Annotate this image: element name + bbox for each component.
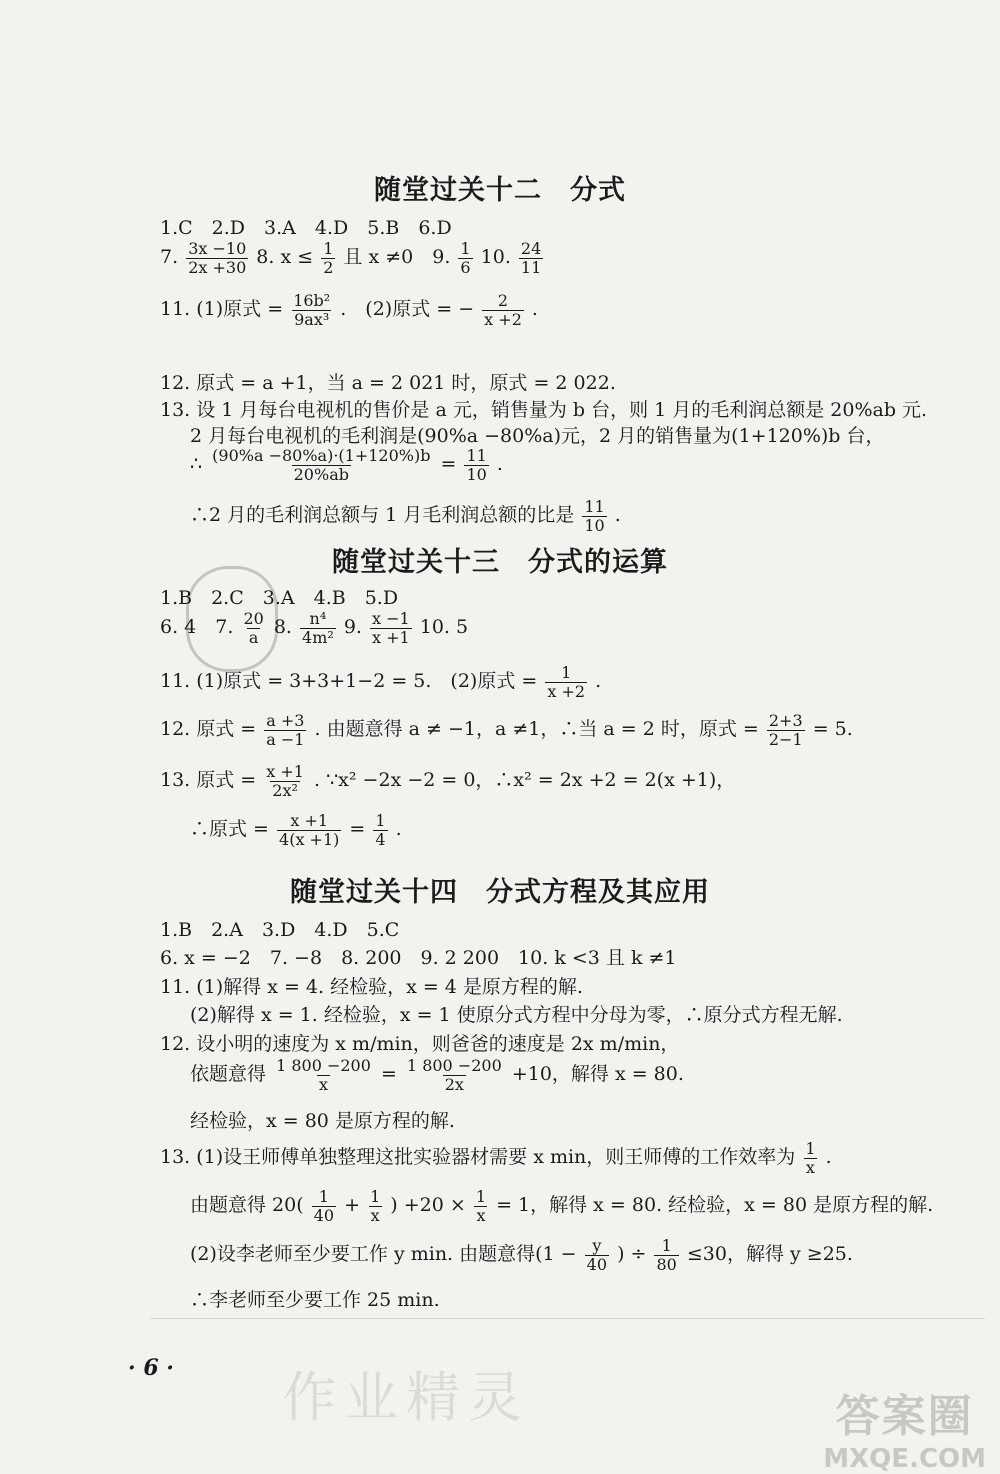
s12-line-4: 12. 原式 = a +1，当 a = 2 021 时，原式 = 2 022.	[160, 372, 616, 394]
s12-l2-text-d: 10.	[480, 246, 511, 269]
s12-l8-text-b: .	[614, 504, 621, 527]
denominator: 10	[466, 464, 487, 484]
numerator: 24	[520, 239, 542, 258]
fraction	[585, 1237, 609, 1273]
denominator: 4m²	[302, 627, 334, 647]
section-13-title: 随堂过关十三 分式的运算	[332, 547, 668, 578]
denominator: x	[318, 1074, 328, 1094]
s12-line-3	[160, 292, 538, 328]
section-12-title: 随堂过关十二 分式	[374, 175, 626, 206]
s12-l3-text-c: .	[531, 298, 538, 321]
s13-l5-text-a: 13. 原式 =	[160, 769, 257, 792]
fraction	[405, 1057, 504, 1093]
s12-line-7	[190, 447, 503, 483]
denominator: 40	[313, 1205, 335, 1225]
fraction	[277, 812, 341, 848]
denominator: 2	[323, 257, 334, 277]
s13-l6-text-a: ∴原式 =	[190, 818, 269, 841]
numerator: 1	[318, 1187, 329, 1206]
denominator: 9ax³	[294, 309, 330, 329]
s13-l3-text-b: .	[595, 670, 602, 693]
s14-line-4: (2)解得 x = 1. 经检验，x = 1 使原分式方程中分母为零，∴原分式方程无解.	[190, 1004, 843, 1026]
denominator: a	[248, 627, 259, 647]
numerator: 2+3	[768, 711, 803, 730]
denominator: x +2	[547, 681, 586, 701]
fraction	[186, 240, 248, 276]
logo-text: 答案圈	[835, 1391, 974, 1442]
denominator: 40	[586, 1254, 608, 1274]
numerator: 1	[323, 239, 334, 258]
s13-l2-text-a: 6. 4 7.	[160, 616, 234, 639]
numerator: 1	[370, 1187, 381, 1206]
s13-line-6	[190, 812, 402, 848]
s14-line-2: 6. x = −2 7. −8 8. 200 9. 2 200 10. k <3 且 k ≠1	[160, 947, 677, 969]
numerator: 1	[561, 663, 572, 682]
numerator: 11	[584, 497, 605, 516]
s12-l2-text-c: 且 x ≠0 9.	[343, 246, 451, 269]
s14-l10-text-c: ≤30，解得 y ≥25.	[686, 1243, 853, 1266]
denominator: 4(x +1)	[279, 829, 340, 849]
denominator: 2x +30	[188, 257, 247, 277]
s13-l3-text-a: 11. (1)原式 = 3+3+1−2 = 5. (2)原式 =	[160, 670, 538, 693]
watermark: 作业精灵	[282, 1366, 530, 1429]
denominator: 80	[656, 1254, 677, 1274]
s12-line-1: 1.C 2.D 3.A 4.D 5.B 6.D	[160, 217, 452, 239]
section-14-title: 随堂过关十四 分式方程及其应用	[290, 877, 710, 908]
s12-l3-text-b: . (2)原式 = −	[340, 298, 475, 321]
numerator: 1	[375, 811, 386, 830]
logo-url: MXQE.COM	[823, 1444, 986, 1474]
s13-line-4	[160, 712, 853, 748]
denominator: x	[805, 1157, 815, 1177]
s14-line-8	[160, 1140, 832, 1176]
s14-line-11: ∴李老师至少要工作 25 min.	[190, 1289, 440, 1311]
fraction	[458, 240, 472, 276]
s14-l8-text-a: 13. (1)设王师傅单独整理这批实验器材需要 x min，则王师傅的工作效率为	[160, 1146, 796, 1169]
denominator: 4	[375, 829, 386, 849]
numerator: 2	[497, 291, 509, 310]
fraction	[373, 812, 387, 848]
fraction	[264, 763, 306, 799]
s12-l2-text-a: 7.	[160, 246, 179, 269]
s13-l6-text-b: =	[349, 818, 366, 841]
s14-l9-text-c: ) +20 ×	[390, 1194, 466, 1217]
denominator: x +2	[484, 309, 522, 329]
numerator: x +1	[266, 762, 304, 781]
numerator: 20	[243, 609, 264, 628]
numerator: 1 800 −200	[406, 1056, 502, 1075]
fraction	[545, 664, 587, 700]
numerator: n⁴	[309, 609, 327, 628]
numerator: 1	[805, 1139, 816, 1158]
fraction	[274, 1057, 373, 1093]
s12-line-2	[160, 240, 545, 276]
s12-line-5: 13. 设 1 月每台电视机的售价是 a 元，销售量为 b 台，则 1 月的毛利润总额是 20%ab 元.	[160, 399, 928, 421]
fraction	[210, 447, 432, 483]
numerator: 1 800 −200	[276, 1056, 371, 1075]
s14-line-6	[190, 1057, 684, 1093]
s13-line-1: 1.B 2.C 3.A 4.B 5.D	[160, 587, 399, 609]
s13-line-5	[160, 763, 735, 799]
fraction	[803, 1140, 817, 1176]
s14-line-1: 1.B 2.A 3.D 4.D 5.C	[160, 919, 400, 941]
s12-l2-text-b: 8. x ≤	[256, 246, 314, 269]
denominator: 11	[520, 257, 542, 277]
s12-l7-text-b: =	[440, 453, 457, 476]
numerator: 11	[466, 446, 487, 465]
s14-l9-text-d: = 1，解得 x = 80. 经检验，x = 80 是原方程的解.	[496, 1194, 934, 1217]
fraction	[370, 610, 412, 646]
s13-l2-text-c: 9.	[343, 616, 362, 639]
fraction	[654, 1237, 678, 1273]
numerator: 1	[460, 239, 471, 258]
s13-l4-text-b: . 由题意得 a ≠ −1，a ≠1，∴当 a = 2 时，原式 =	[314, 718, 759, 741]
numerator: 1	[475, 1187, 487, 1206]
s13-l4-text-a: 12. 原式 =	[160, 718, 257, 741]
site-logo	[823, 1380, 986, 1474]
denominator: x +1	[372, 627, 410, 647]
s12-l7-text-c: .	[496, 453, 503, 476]
fraction	[241, 610, 265, 646]
fraction	[312, 1188, 336, 1224]
fraction	[368, 1188, 382, 1224]
numerator: 3x −10	[188, 239, 247, 258]
s14-l10-text-b: ) ÷	[617, 1243, 647, 1266]
s14-l6-text-c: +10，解得 x = 80.	[511, 1063, 684, 1086]
numerator: 16b²	[293, 291, 331, 310]
s12-l8-text-a: ∴2 月的毛利润总额与 1 月毛利润总额的比是	[190, 504, 575, 527]
denominator: 2x²	[272, 780, 298, 800]
fraction	[291, 292, 332, 328]
denominator: a −1	[266, 729, 305, 749]
numerator: a +3	[266, 711, 305, 730]
fraction	[300, 610, 336, 646]
s14-l6-text-b: =	[380, 1063, 397, 1086]
page-number: · 6 ·	[128, 1355, 174, 1381]
denominator: 2x	[444, 1074, 464, 1094]
denominator: 10	[584, 515, 605, 535]
s14-line-7: 经检验，x = 80 是原方程的解.	[190, 1110, 455, 1132]
fraction	[464, 447, 488, 483]
numerator: (90%a −80%a)·(1+120%)b	[212, 446, 431, 465]
s12-line-6: 2 月每台电视机的毛利润是(90%a −80%a)元，2 月的销售量为(1+120%)b 台，	[190, 425, 885, 447]
s14-line-3: 11. (1)解得 x = 4. 经检验，x = 4 是原方程的解.	[160, 976, 583, 998]
s14-l9-text-b: +	[344, 1194, 361, 1217]
s12-l7-text-a: ∴	[190, 453, 203, 476]
fraction	[482, 292, 524, 328]
denominator: x	[476, 1205, 486, 1225]
fraction	[767, 712, 805, 748]
denominator: 2−1	[768, 729, 803, 749]
s14-line-5: 12. 设小明的速度为 x m/min，则爸爸的速度是 2x m/min，	[160, 1033, 680, 1055]
s13-l6-text-c: .	[395, 818, 402, 841]
s13-l4-text-c: = 5.	[812, 718, 853, 741]
denominator: x	[370, 1205, 380, 1225]
numerator: 1	[661, 1236, 672, 1255]
s14-l10-text-a: (2)设李老师至少要工作 y min. 由题意得(1 −	[190, 1243, 577, 1266]
numerator: x +1	[290, 811, 329, 830]
fraction	[264, 712, 306, 748]
fraction	[582, 498, 606, 534]
s14-l8-text-b: .	[825, 1146, 832, 1169]
s13-l2-text-b: 8.	[273, 616, 292, 639]
denominator: 20%ab	[293, 464, 349, 484]
s14-line-9	[190, 1188, 933, 1224]
s13-l5-text-b: . ∵x² −2x −2 = 0，∴x² = 2x +2 = 2(x +1)，	[314, 769, 736, 792]
s12-l3-text-a: 11. (1)原式 =	[160, 298, 284, 321]
s13-line-3	[160, 664, 601, 700]
s14-line-10	[190, 1237, 853, 1273]
s13-l2-text-d: 10. 5	[419, 616, 469, 639]
denominator: 6	[460, 257, 471, 277]
numerator: x −1	[372, 609, 410, 628]
numerator: y	[592, 1236, 602, 1255]
footer-divider	[150, 1318, 985, 1319]
fraction	[474, 1188, 488, 1224]
s14-l6-text-a: 依题意得	[190, 1063, 267, 1086]
fraction	[519, 240, 543, 276]
fraction	[321, 240, 335, 276]
s13-line-2	[160, 610, 468, 646]
s14-l9-text-a: 由题意得 20(	[190, 1194, 304, 1217]
s12-line-8	[190, 498, 621, 534]
